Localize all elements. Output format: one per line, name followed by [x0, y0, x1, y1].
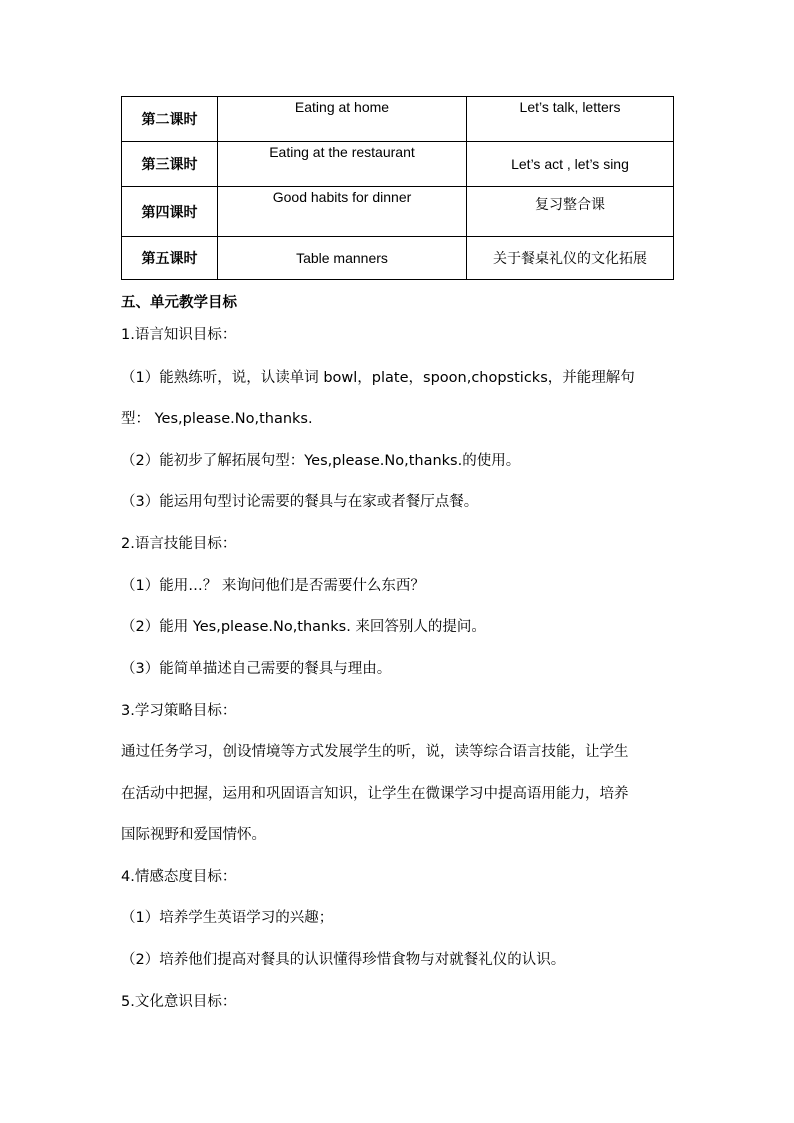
- paragraph-line: （2）能初步了解拓展句型：Yes,please.No,thanks.的使用。: [121, 453, 521, 469]
- paragraph-line: （2）培养他们提高对餐具的认识懂得珍惜食物与对就餐礼仪的认识。: [121, 952, 566, 968]
- lesson-schedule-table: [121, 96, 674, 280]
- topic-cell: Table manners: [218, 237, 467, 280]
- paragraph-line: 4.情感态度目标：: [121, 869, 237, 885]
- table-row: [122, 237, 674, 280]
- table-row: [122, 187, 674, 237]
- topic-cell: Eating at the restaurant: [218, 142, 467, 187]
- paragraph-line: （1）能熟练听，说，认读单词 bowl，plate，spoon,chopsticks，并能理解句: [121, 370, 635, 386]
- paragraph-line: （1）能用…？ 来询问他们是否需要什么东西？: [121, 578, 425, 594]
- section-title: 五、单元教学目标: [121, 295, 237, 311]
- content-cell: Let’s talk, letters: [467, 97, 674, 142]
- period-cell: 第五课时: [122, 237, 218, 280]
- period-cell: 第三课时: [122, 142, 218, 187]
- paragraph-line: 2.语言技能目标：: [121, 536, 237, 552]
- paragraph-line: （3）能运用句型讨论需要的餐具与在家或者餐厅点餐。: [121, 494, 479, 510]
- content-cell: 复习整合课: [467, 187, 674, 237]
- period-cell: 第二课时: [122, 97, 218, 142]
- content-cell: 关于餐桌礼仪的文化拓展: [467, 237, 674, 280]
- paragraph-line: 通过任务学习，创设情境等方式发展学生的听，说，读等综合语言技能，让学生: [121, 744, 629, 760]
- paragraph-line: （1）培养学生英语学习的兴趣；: [121, 910, 334, 926]
- paragraph-line: 3.学习策略目标：: [121, 703, 237, 719]
- table-row: [122, 97, 674, 142]
- paragraph-line: 5.文化意识目标：: [121, 994, 237, 1010]
- paragraph-line: 在活动中把握，运用和巩固语言知识，让学生在微课学习中提高语用能力，培养: [121, 786, 629, 802]
- paragraph-line: 型： Yes,please.No,thanks.: [121, 411, 313, 427]
- table-row: [122, 142, 674, 187]
- paragraph-line: 国际视野和爱国情怀。: [121, 827, 266, 843]
- paragraph-line: （3）能简单描述自己需要的餐具与理由。: [121, 661, 392, 677]
- content-cell: Let’s act , let’s sing: [467, 142, 674, 187]
- paragraph-line: 1.语言知识目标：: [121, 327, 237, 343]
- period-cell: 第四课时: [122, 187, 218, 237]
- paragraph-line: （2）能用 Yes,please.No,thanks. 来回答别人的提问。: [121, 619, 486, 635]
- topic-cell: Eating at home: [218, 97, 467, 142]
- topic-cell: Good habits for dinner: [218, 187, 467, 237]
